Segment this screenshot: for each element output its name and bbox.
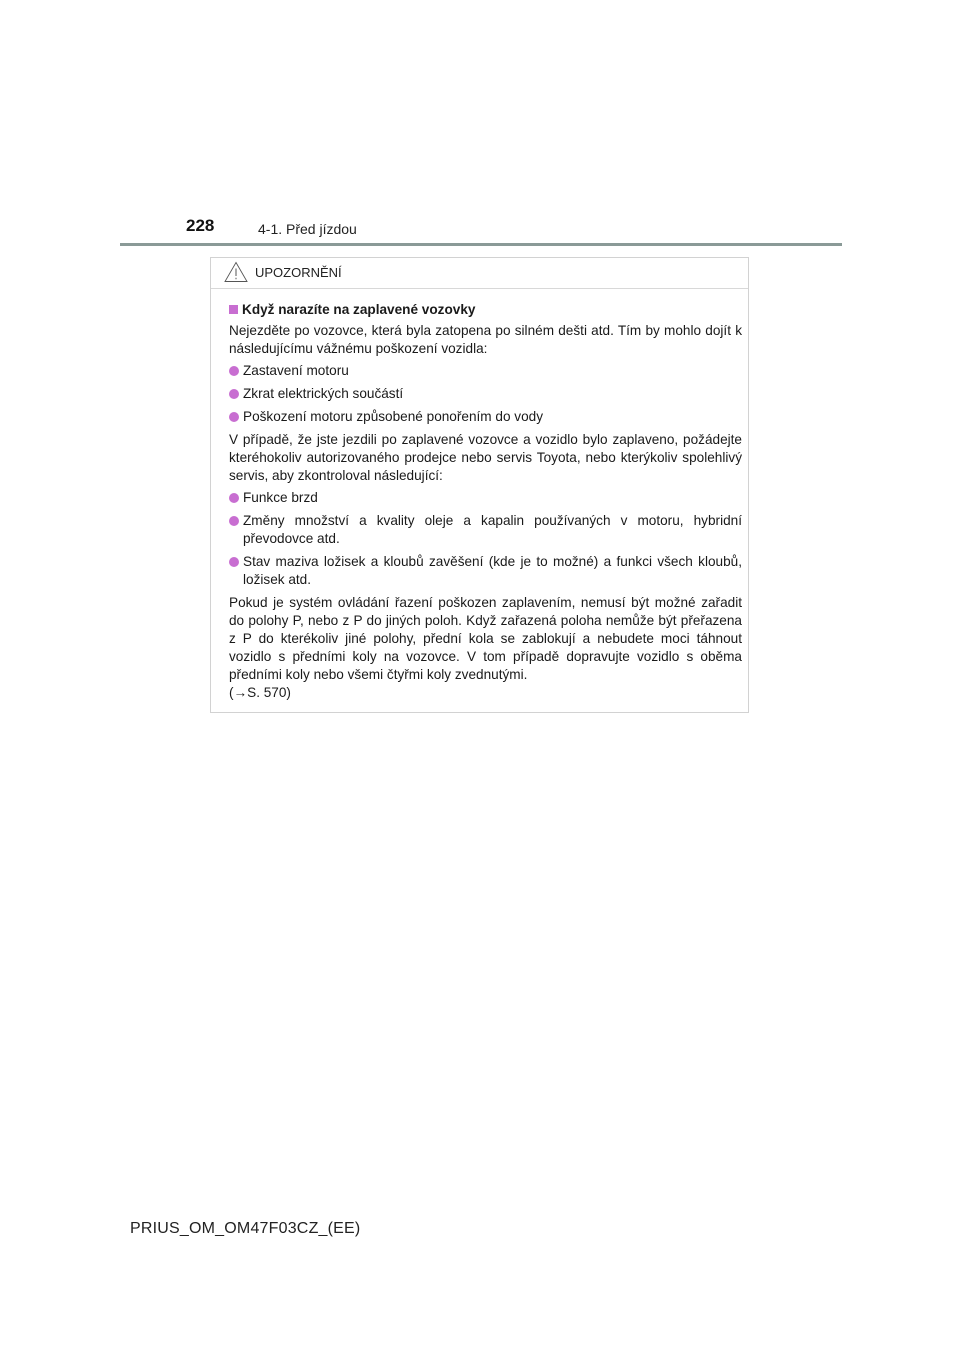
list-item-text: Funkce brzd <box>243 490 318 505</box>
caution-label: UPOZORNĚNÍ <box>255 265 342 280</box>
list-item <box>229 408 742 426</box>
round-bullet-icon <box>229 493 239 503</box>
intro-paragraph: Nejezděte po vozovce, která byla zatopena po silném dešti atd. Tím by mohlo dojít k následujícímu vážnému poškození vozidla: <box>229 323 742 356</box>
list-item-text: Změny množství a kvality oleje a kapalin používaných v motoru, hybridní převodovce atd. <box>243 513 742 546</box>
list-item <box>229 362 742 380</box>
caution-heading <box>229 301 742 319</box>
caution-body <box>211 289 748 702</box>
warning-triangle-icon <box>224 261 248 283</box>
list-item-text: Zastavení motoru <box>243 363 349 378</box>
round-bullet-icon <box>229 389 239 399</box>
square-bullet-icon <box>229 305 238 314</box>
list-item <box>229 553 742 589</box>
round-bullet-icon <box>229 366 239 376</box>
list-item <box>229 385 742 403</box>
page-number: 228 <box>186 216 215 235</box>
caution-header <box>211 258 748 289</box>
closing-paragraph <box>229 594 742 702</box>
list-item <box>229 512 742 548</box>
list-item-text: Poškození motoru způsobené ponořením do vody <box>243 409 544 424</box>
round-bullet-icon <box>229 516 239 526</box>
page-reference-link[interactable]: (→S. 570) <box>229 685 291 700</box>
header-rule <box>120 243 842 246</box>
caution-box <box>210 257 749 713</box>
closing-text: Pokud je systém ovládání řazení poškozen zaplavením, nemusí být možné zařadit do polohy P, nebo z P do jiných poloh. Když zařazená poloha nemůže být přeřazena z P do kterékoliv jiné polohy, přední kola se zablokují a nebudete moci táhnout vozidlo s předními koly na vozovce. V tom případě dopravujte vozidlo s oběma předními koly nebo všemi čtyřmi koly zvednutými. <box>229 595 742 682</box>
document-code: PRIUS_OM_OM47F03CZ_(EE) <box>130 1220 361 1237</box>
section-title: 4-1. Před jízdou <box>258 221 357 237</box>
round-bullet-icon <box>229 557 239 567</box>
check-intro-paragraph: V případě, že jste jezdili po zaplavené vozovce a vozidlo bylo zaplaveno, požádejte kteréhokoliv autorizovaného prodejce nebo servis Toyota, nebo kterýkoliv spolehlivý servis, aby zkontroloval následující: <box>229 432 742 483</box>
list-item-text: Stav maziva ložisek a kloubů zavěšení (kde je to možné) a funkci všech kloubů, ložisek atd. <box>243 554 742 587</box>
caution-heading-text: Když narazíte na zaplavené vozovky <box>242 302 476 317</box>
list-item-text: Zkrat elektrických součástí <box>243 386 404 401</box>
list-item <box>229 489 742 507</box>
round-bullet-icon <box>229 412 239 422</box>
